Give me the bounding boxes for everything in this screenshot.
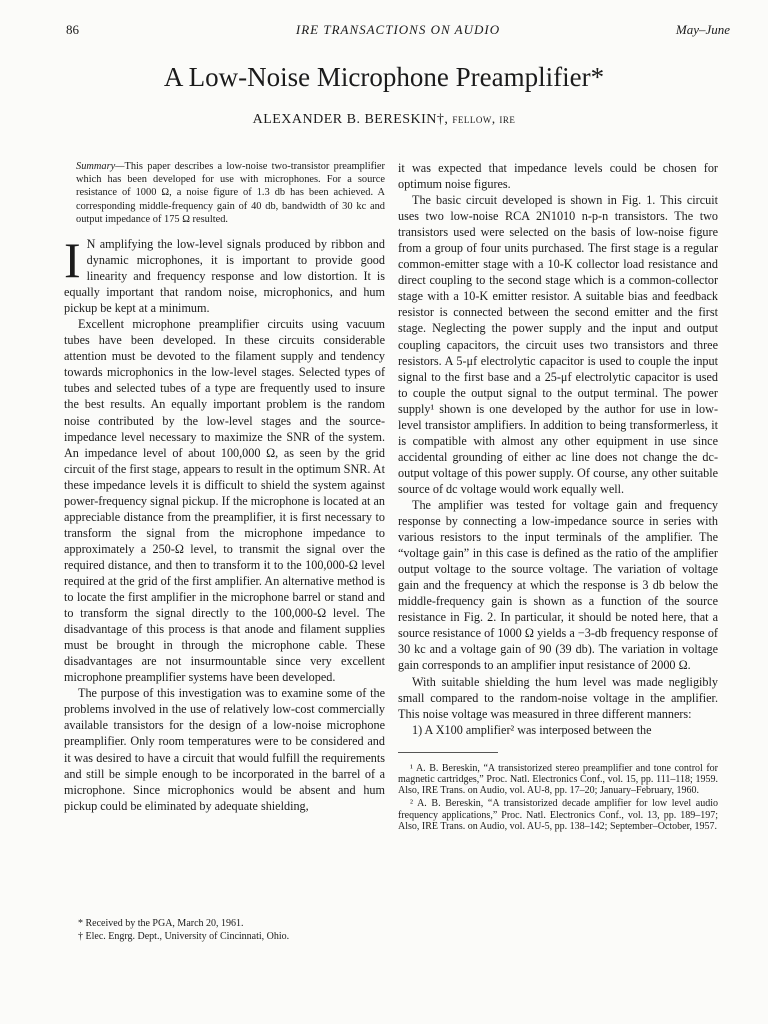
running-header <box>66 22 730 42</box>
body-paragraph: it was expected that impedance levels could be chosen for optimum noise figures. <box>398 161 718 192</box>
body-paragraph: The basic circuit developed is shown in Fig. 1. This circuit uses two low-noise RCA 2N1010 n-p-n transistors. The two transistors used were selected on the basis of low-noise figure from a group of four units purchased. The first stage is a regular common-emitter stage with a 10-K collector load resistance and direct coupling to the second stage which is a common-collector stage with a 10-K emitter resistor. A suitable bias and feedback resistor is connected between the second emitter and the first stage. Neglecting the power supply and the input and output coupling capacitors, the circuit uses two transistors and three resistors. A 5-μf electrolytic capacitor is used to couple the input signal to the first base and a 25-μf electrolytic capacitor is used to couple the output signal to the output terminal. The power supply¹ shown is one developed by the author for use in low-level transistor amplifiers. In addition to being transformerless, it is compatible with almost any other equipment in use since accidental grounding of either ac line does not change the dc-output voltage of this power supply. Of course, any other suitable source of dc voltage would work equally well. <box>398 193 718 496</box>
intro-paragraph <box>64 232 385 316</box>
journal-name: IRE TRANSACTIONS ON AUDIO <box>295 22 501 37</box>
page-number: 86 <box>66 22 79 37</box>
summary-label: Summary— <box>76 161 125 172</box>
drop-cap: I <box>64 232 81 289</box>
footnote-divider <box>398 752 498 753</box>
body-paragraph: The purpose of this investigation was to examine some of the problems involved in the use of relatively low-cost commercially available transistors for the design of a low-noise microphone preamplifier. Only room temperatures were to be considered and it was desired to have a circuit that would fulfill the requirements and still be simple enough to be incorporated in the barrel of a microphone. Since microphonics would be absent and hum pickup could be eliminated by adequate shielding, <box>64 686 385 813</box>
summary-text: This paper describes a low-noise two-transistor preamplifier which has been developed for use with microphones. For a source resistance of 1000 Ω, a noise figure of 1.3 db has been achieved. A corresponding middle-frequency gain of 40 db, bandwidth of 30 kc and output impedance of 175 Ω resulted. <box>76 161 385 225</box>
author-rank: fellow, ire <box>452 111 516 126</box>
paper-title: A Low-Noise Microphone Preamplifier* <box>163 62 605 92</box>
author-name: ALEXANDER B. BERESKIN†, <box>252 112 449 127</box>
footnote-reference-2: ² A. B. Bereskin, “A transistorized decade amplifier for low level audio frequency applications,” Proc. Natl. Electronics Conf., vol. 13, pp. 189–197; Also, IRE Trans. on Audio, vol. AU-5, pp. 138–142; September–October, 1957. <box>398 798 718 832</box>
footnote-affiliation: † Elec. Engrg. Dept., University of Cincinnati, Ohio. <box>78 931 290 943</box>
list-item: 1) A X100 amplifier² was interposed between the <box>412 722 652 737</box>
paragraph-text: N amplifying the low-level signals produced by ribbon and dynamic microphones, it is important to provide good linearity and frequency response and low distortion. It is equally important that random noise, microphonics, and hum pickup be kept at a minimum. <box>64 237 385 316</box>
summary <box>64 160 385 226</box>
right-column <box>398 160 718 834</box>
body-paragraph: The amplifier was tested for voltage gain and frequency response by connecting a low-impedance source in series with various resistors to the input terminals of the amplifier. The “voltage gain” in this case is defined as the ratio of the amplifier output voltage to the source voltage. The variation of voltage gain and the frequency at which the response is 3 db below the middle-frequency gain is shown as a function of the source resistance in Fig. 2. In particular, it should be noted here, that a source resistance of 1000 Ω yields a −3-db frequency response of 30 kc and a voltage gain of 90 (39 db). The variation in voltage gain corresponds to an amplifier input resistance of 2000 Ω. <box>398 497 718 673</box>
author-line <box>0 111 768 128</box>
left-column <box>64 160 385 814</box>
body-paragraph: With suitable shielding the hum level was made negligibly small compared to the random-noise voltage in the amplifier. This noise voltage was measured in three different manners: <box>398 674 718 721</box>
left-footnotes <box>78 918 368 944</box>
body-paragraph: Excellent microphone preamplifier circuits using vacuum tubes have been developed. In these circuits considerable attention must be devoted to the filament supply and tendency towards microphonics in the low-level stages. Selected types of tubes and selected tubes of a type are frequently used to insure the best results. An equally important problem is the random noise contributed by the low-level stages and the source-impedance level necessary to maximize the SNR of the system. An impedance level of about 100,000 Ω, as seen by the grid circuit of the first stage, appears to result in the optimum SNR. At these impedance levels it is difficult to shield the system against power-frequency signal pickup. If the microphone is located at an appreciable distance from the preamplifier, it is first necessary to transform the signal from the microphone impedance to approximately a 250-Ω level, to transmit the signal over the required distance, and then to transform it to the 100,000-Ω level required at the grid of the first amplifier. An alternative method is to locate the first amplifier in the microphone barrel or stand and to transform the signal directly to the 100,000-Ω level. The disadvantage of this process is that anode and filament supplies must be brought in through the microphone cable. These disadvantages are not insurmountable since very excellent microphone preamplifier systems have been developed. <box>64 317 385 685</box>
footnote-received: * Received by the PGA, March 20, 1961. <box>78 918 244 929</box>
issue-date: May–June <box>675 22 730 37</box>
footnote-reference-1: ¹ A. B. Bereskin, “A transistorized stereo preamplifier and tone control for magnetic cartridges,” Proc. Natl. Electronics Conf., vol. 15, pp. 111–118; 1959. Also, IRE Trans. on Audio, vol. AU-8, pp. 17–20; January–February, 1960. <box>398 762 718 797</box>
